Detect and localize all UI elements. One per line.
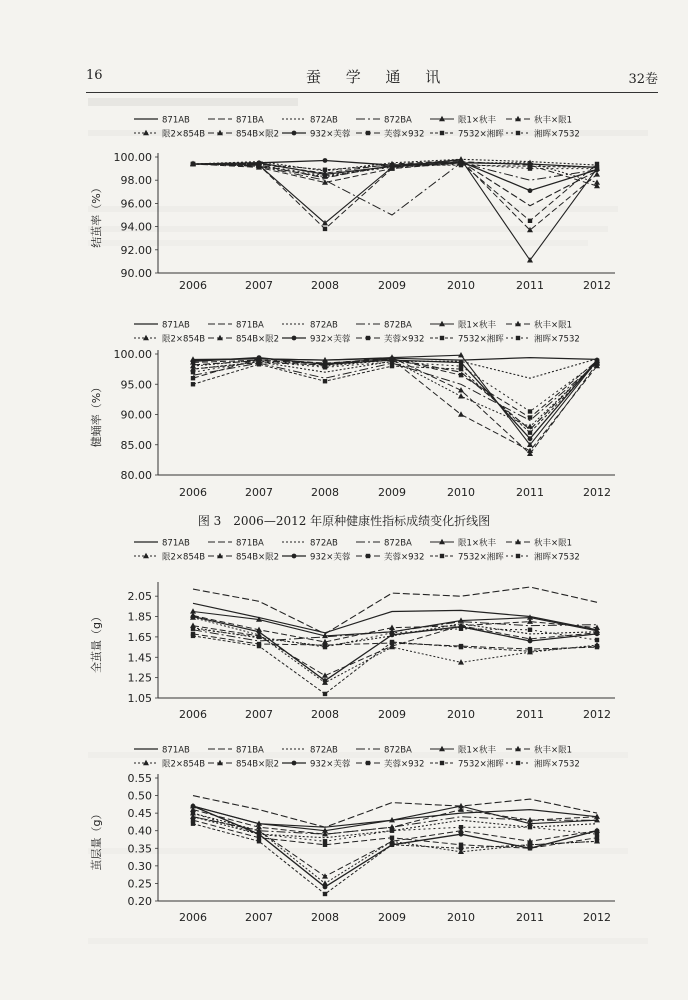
legend-label: 872AB <box>310 320 338 331</box>
series-line <box>193 363 597 433</box>
x-tick-label: 2009 <box>378 708 406 721</box>
series-line <box>193 161 597 231</box>
legend-label: 854B×限2 <box>236 552 280 563</box>
chart-whole-cocoon-weight <box>0 528 688 728</box>
series-point <box>323 168 327 172</box>
x-tick-label: 2010 <box>447 486 475 499</box>
series-point <box>459 364 463 368</box>
x-tick-label: 2012 <box>583 486 611 499</box>
legend-label: 芙蓉×932 <box>384 759 425 770</box>
legend-label: 7532×湘晖 <box>458 334 504 345</box>
y-tick-label: 90.00 <box>120 267 152 280</box>
legend-label: 872AB <box>310 115 338 126</box>
legend-label: 872AB <box>310 745 338 756</box>
series-point <box>191 804 196 809</box>
y-tick-label: 98.00 <box>120 174 152 188</box>
y-tick-label: 94.00 <box>120 220 152 234</box>
series-point <box>366 336 370 340</box>
y-tick-label: 1.65 <box>127 630 152 644</box>
series-point <box>528 825 532 829</box>
series-point <box>257 359 261 363</box>
series-line <box>193 159 597 260</box>
legend-label: 854B×限2 <box>236 334 280 345</box>
series-point <box>528 188 533 193</box>
legend-label: 湘晖×7532 <box>534 759 580 770</box>
series-point <box>516 336 520 340</box>
legend-label: 854B×限2 <box>236 129 280 140</box>
series-point <box>595 360 599 364</box>
series-line <box>193 587 597 634</box>
series-line <box>193 359 597 418</box>
series-point <box>595 644 599 648</box>
series-line <box>193 360 597 427</box>
series-point <box>440 131 444 135</box>
legend-label: 7532×湘晖 <box>458 129 504 140</box>
series-point <box>458 393 464 398</box>
x-tick-label: 2011 <box>516 486 544 499</box>
series-line <box>193 806 597 827</box>
legend-label: 限2×854B <box>162 129 206 140</box>
series-point <box>191 614 196 619</box>
series-point <box>595 638 599 642</box>
y-tick-label: 85.00 <box>120 438 152 452</box>
series-line <box>193 824 597 894</box>
x-tick-label: 2006 <box>179 279 207 292</box>
y-tick-label: 0.35 <box>127 842 152 856</box>
series-point <box>323 365 327 369</box>
legend-label: 871BA <box>236 538 264 549</box>
series-point <box>323 227 327 231</box>
series-point <box>528 430 532 434</box>
series-point <box>191 370 195 374</box>
series-point <box>191 821 195 825</box>
series-point <box>191 634 195 638</box>
series-point <box>257 629 262 634</box>
y-tick-label: 0.45 <box>127 807 152 821</box>
x-tick-label: 2007 <box>245 708 273 721</box>
series-point <box>516 761 520 765</box>
legend-label: 871AB <box>162 538 190 549</box>
series-point <box>366 554 370 558</box>
y-tick-label: 0.55 <box>127 772 152 785</box>
y-tick-label: 0.50 <box>127 789 152 803</box>
series-point <box>595 166 599 170</box>
x-tick-label: 2012 <box>583 911 611 924</box>
series-point <box>323 158 328 163</box>
chart-cocooning-rate <box>0 105 688 295</box>
legend-label: 秋丰×限1 <box>534 115 573 126</box>
series-point <box>390 360 394 364</box>
series-point <box>516 554 520 558</box>
legend-label: 872BA <box>384 115 412 126</box>
series-point <box>257 839 261 843</box>
y-tick-label: 100.00 <box>113 151 152 164</box>
chart-healthy-pupa-rate <box>0 310 688 510</box>
series-point <box>323 839 327 843</box>
series-line <box>193 636 597 694</box>
legend-label: 湘晖×7532 <box>534 129 580 140</box>
legend-label: 湘晖×7532 <box>534 334 580 345</box>
series-point <box>292 554 297 559</box>
y-tick-label: 0.30 <box>127 859 152 873</box>
series-line <box>193 618 597 683</box>
x-tick-label: 2011 <box>516 708 544 721</box>
x-tick-label: 2006 <box>179 708 207 721</box>
legend-label: 932×芙蓉 <box>310 759 351 770</box>
legend-label: 限1×秋丰 <box>458 745 497 756</box>
series-point <box>595 839 599 843</box>
x-tick-label: 2010 <box>447 279 475 292</box>
legend-label: 湘晖×7532 <box>534 552 580 563</box>
page-number: 16 <box>86 68 103 83</box>
y-tick-label: 80.00 <box>120 469 152 482</box>
series-point <box>390 829 394 833</box>
series-point <box>528 843 532 847</box>
volume-label: 32卷 <box>628 72 658 87</box>
legend-label: 7532×湘晖 <box>458 759 504 770</box>
series-point <box>440 554 444 558</box>
figure-caption: 图 3 2006—2012 年原种健康性指标成绩变化折线图 <box>197 514 491 528</box>
legend-label: 871AB <box>162 745 190 756</box>
series-point <box>323 885 328 890</box>
series-point <box>528 166 532 170</box>
series-point <box>366 761 370 765</box>
bleed-through-text <box>88 938 648 944</box>
legend-label: 芙蓉×932 <box>384 552 425 563</box>
series-line <box>193 603 597 633</box>
series-point <box>528 415 532 419</box>
legend-label: 871BA <box>236 320 264 331</box>
y-axis-label: 结茧率（%） <box>90 182 103 248</box>
series-point <box>390 165 394 169</box>
legend-label: 秋丰×限1 <box>534 538 573 549</box>
legend-label: 秋丰×限1 <box>534 320 573 331</box>
x-tick-label: 2007 <box>245 486 273 499</box>
y-tick-label: 0.40 <box>127 824 152 838</box>
series-point <box>323 361 327 365</box>
legend-label: 871AB <box>162 115 190 126</box>
y-tick-label: 90.00 <box>120 408 152 422</box>
y-tick-label: 1.45 <box>127 651 152 665</box>
series-point <box>292 336 297 341</box>
series-point <box>191 359 196 364</box>
y-axis-label: 全茧量（g） <box>90 611 103 673</box>
series-point <box>191 376 195 380</box>
series-point <box>389 625 395 630</box>
legend-label: 871BA <box>236 115 264 126</box>
journal-title: 蚕 学 通 讯 <box>306 68 451 86</box>
series-point <box>440 761 444 765</box>
series-point <box>459 645 463 649</box>
x-tick-label: 2009 <box>378 279 406 292</box>
series-point <box>595 631 600 636</box>
series-point <box>390 631 394 635</box>
series-point <box>595 832 599 836</box>
legend-label: 871BA <box>236 745 264 756</box>
y-axis-label: 健蛹率（%） <box>90 381 103 448</box>
legend-label: 932×芙蓉 <box>310 129 351 140</box>
legend-label: 932×芙蓉 <box>310 334 351 345</box>
legend-label: 秋丰×限1 <box>534 745 573 756</box>
legend-label: 限1×秋丰 <box>458 115 497 126</box>
legend-label: 7532×湘晖 <box>458 552 504 563</box>
series-point <box>459 373 463 377</box>
legend-label: 芙蓉×932 <box>384 129 425 140</box>
series-point <box>390 843 394 847</box>
y-tick-label: 1.85 <box>127 610 152 624</box>
y-tick-label: 100.00 <box>113 348 152 361</box>
series-line <box>193 358 597 454</box>
y-tick-label: 96.00 <box>120 197 152 211</box>
series-point <box>191 627 195 631</box>
legend-label: 限1×秋丰 <box>458 320 497 331</box>
y-tick-label: 0.20 <box>127 895 152 908</box>
series-point <box>257 832 261 836</box>
series-point <box>191 162 195 166</box>
x-tick-label: 2007 <box>245 279 273 292</box>
series-point <box>257 163 261 167</box>
series-line <box>193 163 597 229</box>
legend-label: 872BA <box>384 320 412 331</box>
series-point <box>528 409 532 413</box>
legend-label: 限2×854B <box>162 334 206 345</box>
series-point <box>390 364 394 368</box>
y-tick-label: 0.25 <box>127 877 152 891</box>
series-point <box>528 649 532 653</box>
series-point <box>528 436 533 441</box>
y-tick-label: 2.05 <box>127 590 152 604</box>
series-point <box>459 825 463 829</box>
series-point <box>458 659 464 664</box>
y-tick-label: 95.00 <box>120 378 152 392</box>
series-point <box>257 644 261 648</box>
series-point <box>390 640 394 644</box>
series-point <box>459 832 464 837</box>
legend-label: 限2×854B <box>162 759 206 770</box>
legend-label: 限2×854B <box>162 552 206 563</box>
x-tick-label: 2008 <box>311 279 339 292</box>
x-tick-label: 2006 <box>179 911 207 924</box>
legend-label: 854B×限2 <box>236 759 280 770</box>
x-tick-label: 2010 <box>447 708 475 721</box>
legend-label: 872BA <box>384 538 412 549</box>
series-point <box>191 811 195 815</box>
legend-label: 限1×秋丰 <box>458 538 497 549</box>
series-point <box>191 382 195 386</box>
series-line <box>193 813 597 841</box>
series-point <box>323 678 328 683</box>
x-tick-label: 2010 <box>447 911 475 924</box>
x-tick-label: 2008 <box>311 486 339 499</box>
x-tick-label: 2012 <box>583 279 611 292</box>
page-header <box>86 64 658 90</box>
series-point <box>366 131 370 135</box>
series-point <box>323 379 327 383</box>
series-line <box>193 806 597 887</box>
y-axis-label: 茧层量（g） <box>90 808 103 871</box>
x-tick-label: 2011 <box>516 911 544 924</box>
series-line <box>193 359 597 430</box>
chart-cocoon-shell-weight <box>0 735 688 935</box>
x-tick-label: 2009 <box>378 911 406 924</box>
series-point <box>440 336 444 340</box>
series-point <box>323 173 327 177</box>
series-point <box>458 352 464 357</box>
legend-label: 872AB <box>310 538 338 549</box>
x-tick-label: 2011 <box>516 279 544 292</box>
series-line <box>193 361 597 411</box>
series-point <box>516 131 520 135</box>
y-tick-label: 1.05 <box>127 692 152 705</box>
x-tick-label: 2012 <box>583 708 611 721</box>
header-rule <box>86 92 658 93</box>
series-point <box>292 761 297 766</box>
x-tick-label: 2007 <box>245 911 273 924</box>
y-tick-label: 1.25 <box>127 671 152 685</box>
series-line <box>193 162 597 206</box>
x-tick-label: 2009 <box>378 486 406 499</box>
series-point <box>323 692 327 696</box>
series-point <box>528 219 532 223</box>
legend-label: 932×芙蓉 <box>310 552 351 563</box>
series-point <box>459 162 463 166</box>
series-point <box>459 846 463 850</box>
series-point <box>323 892 327 896</box>
series-point <box>390 836 394 840</box>
series-point <box>528 628 532 632</box>
x-tick-label: 2008 <box>311 708 339 721</box>
series-line <box>193 612 597 636</box>
legend-label: 872BA <box>384 745 412 756</box>
legend-label: 871AB <box>162 320 190 331</box>
series-point <box>323 645 327 649</box>
series-point <box>322 873 328 878</box>
series-point <box>459 627 463 631</box>
x-tick-label: 2006 <box>179 486 207 499</box>
y-tick-label: 92.00 <box>120 243 152 257</box>
series-point <box>292 131 297 136</box>
legend-label: 芙蓉×932 <box>384 334 425 345</box>
x-tick-label: 2008 <box>311 911 339 924</box>
series-point <box>458 411 464 416</box>
series-point <box>257 635 261 639</box>
series-point <box>528 639 533 644</box>
